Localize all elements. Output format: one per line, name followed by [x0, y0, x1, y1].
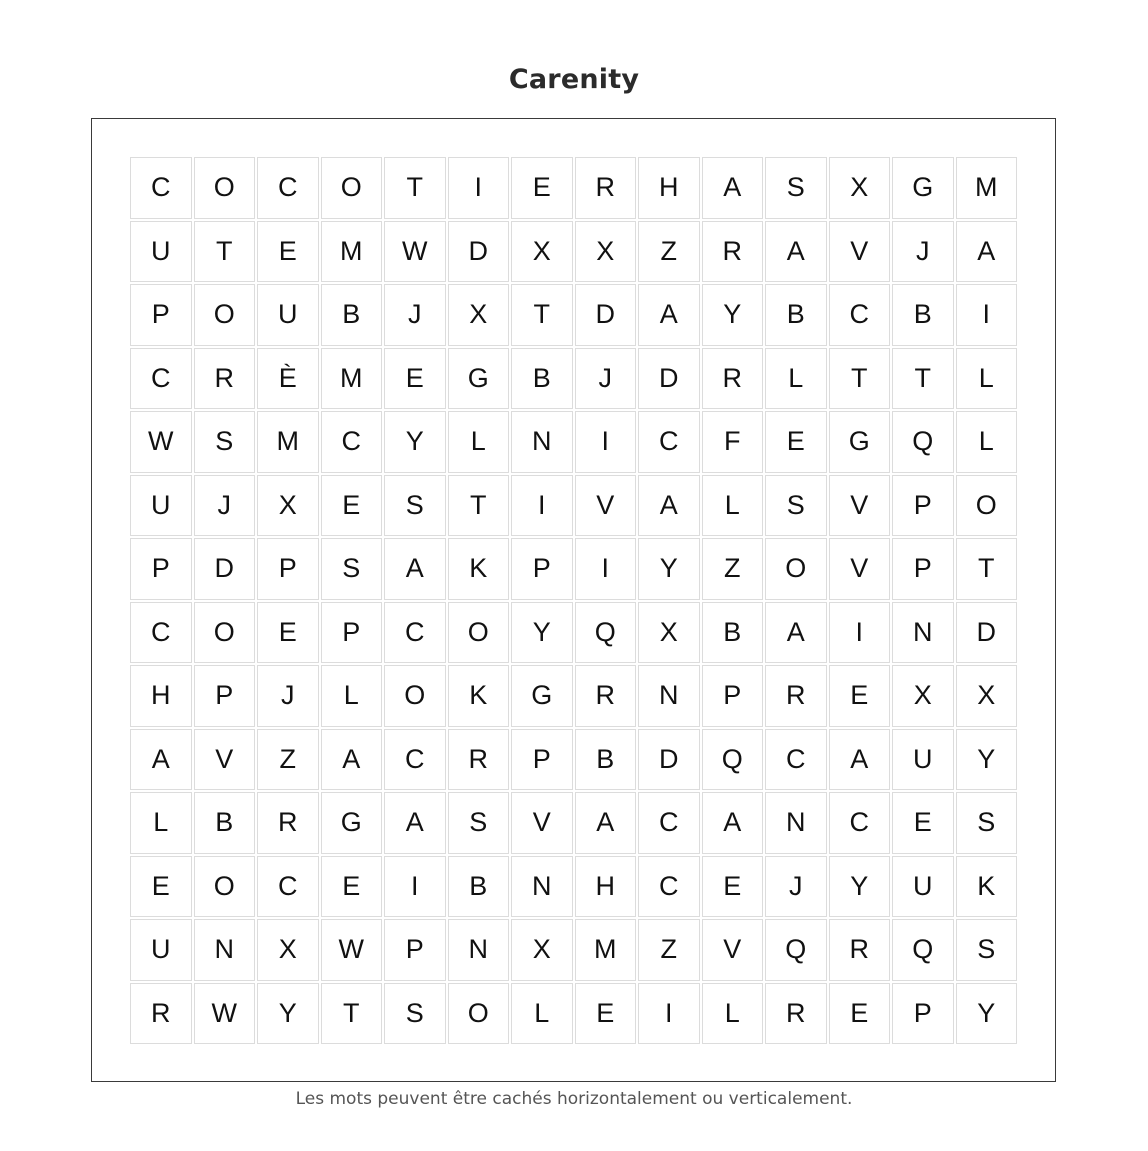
letter-cell[interactable]: H — [130, 665, 192, 727]
letter-cell[interactable]: B — [321, 284, 383, 346]
letter-cell[interactable]: J — [384, 284, 446, 346]
letter-cell[interactable]: R — [257, 792, 319, 854]
letter-cell[interactable]: X — [638, 602, 700, 664]
letter-cell[interactable]: E — [384, 348, 446, 410]
letter-cell[interactable]: V — [702, 919, 764, 981]
letter-cell[interactable]: S — [384, 475, 446, 537]
letter-cell[interactable]: G — [321, 792, 383, 854]
letter-cell[interactable]: C — [638, 411, 700, 473]
letter-cell[interactable]: O — [194, 157, 256, 219]
letter-cell[interactable]: S — [765, 475, 827, 537]
letter-cell[interactable]: V — [194, 729, 256, 791]
letter-cell[interactable]: V — [829, 538, 891, 600]
letter-cell[interactable]: C — [130, 157, 192, 219]
letter-cell[interactable]: Y — [956, 983, 1018, 1045]
letter-cell[interactable]: O — [321, 157, 383, 219]
letter-cell[interactable]: C — [257, 157, 319, 219]
letter-cell[interactable]: U — [892, 729, 954, 791]
letter-cell[interactable]: C — [638, 856, 700, 918]
letter-cell[interactable]: O — [765, 538, 827, 600]
letter-cell[interactable]: A — [575, 792, 637, 854]
letter-grid — [130, 157, 1017, 1044]
letter-cell[interactable]: T — [892, 348, 954, 410]
letter-cell[interactable]: N — [638, 665, 700, 727]
letter-cell[interactable]: N — [892, 602, 954, 664]
letter-cell[interactable]: U — [892, 856, 954, 918]
letter-cell[interactable]: R — [765, 665, 827, 727]
letter-cell[interactable]: N — [511, 856, 573, 918]
letter-cell[interactable]: E — [321, 475, 383, 537]
letter-cell[interactable]: C — [829, 792, 891, 854]
letter-cell[interactable]: Y — [829, 856, 891, 918]
letter-cell[interactable]: K — [956, 856, 1018, 918]
letter-cell[interactable]: A — [384, 538, 446, 600]
letter-cell[interactable]: C — [257, 856, 319, 918]
letter-cell[interactable]: O — [448, 983, 510, 1045]
letter-cell[interactable]: A — [765, 221, 827, 283]
letter-cell[interactable]: S — [448, 792, 510, 854]
letter-cell[interactable]: È — [257, 348, 319, 410]
letter-cell[interactable]: A — [638, 284, 700, 346]
letter-cell[interactable]: D — [575, 284, 637, 346]
letter-cell[interactable]: A — [384, 792, 446, 854]
letter-cell[interactable]: G — [511, 665, 573, 727]
letter-cell[interactable]: W — [321, 919, 383, 981]
letter-cell[interactable]: B — [194, 792, 256, 854]
letter-cell[interactable]: L — [448, 411, 510, 473]
letter-cell[interactable]: X — [257, 475, 319, 537]
letter-cell[interactable]: B — [575, 729, 637, 791]
letter-cell[interactable]: O — [384, 665, 446, 727]
letter-cell[interactable]: O — [194, 284, 256, 346]
letter-cell[interactable]: V — [575, 475, 637, 537]
letter-cell[interactable]: Q — [892, 411, 954, 473]
letter-cell[interactable]: B — [448, 856, 510, 918]
letter-cell[interactable]: C — [384, 602, 446, 664]
letter-cell[interactable]: B — [511, 348, 573, 410]
letter-cell[interactable]: P — [130, 538, 192, 600]
letter-cell[interactable]: W — [194, 983, 256, 1045]
letter-cell[interactable]: E — [575, 983, 637, 1045]
letter-cell[interactable]: E — [892, 792, 954, 854]
letter-cell[interactable]: P — [511, 729, 573, 791]
letter-cell[interactable]: R — [194, 348, 256, 410]
letter-cell[interactable]: P — [257, 538, 319, 600]
letter-cell[interactable]: Y — [511, 602, 573, 664]
letter-cell[interactable]: R — [130, 983, 192, 1045]
letter-cell[interactable]: L — [956, 348, 1018, 410]
letter-cell[interactable]: I — [448, 157, 510, 219]
letter-cell[interactable]: Y — [384, 411, 446, 473]
letter-cell[interactable]: P — [194, 665, 256, 727]
letter-cell[interactable]: N — [194, 919, 256, 981]
letter-cell[interactable]: U — [257, 284, 319, 346]
letter-cell[interactable]: L — [130, 792, 192, 854]
letter-cell[interactable]: A — [829, 729, 891, 791]
letter-cell[interactable]: R — [702, 221, 764, 283]
letter-cell[interactable]: T — [194, 221, 256, 283]
letter-cell[interactable]: Z — [638, 221, 700, 283]
letter-cell[interactable]: M — [956, 157, 1018, 219]
letter-cell[interactable]: T — [511, 284, 573, 346]
letter-cell[interactable]: W — [384, 221, 446, 283]
letter-cell[interactable]: G — [829, 411, 891, 473]
letter-cell[interactable]: R — [765, 983, 827, 1045]
letter-cell[interactable]: T — [384, 157, 446, 219]
instructions-text: Les mots peuvent être cachés horizontalement ou verticalement. — [295, 1089, 853, 1109]
letter-cell[interactable]: C — [321, 411, 383, 473]
letter-cell[interactable]: R — [575, 665, 637, 727]
letter-cell[interactable]: E — [829, 983, 891, 1045]
letter-cell[interactable]: L — [956, 411, 1018, 473]
letter-cell[interactable]: Q — [765, 919, 827, 981]
letter-cell[interactable]: Y — [956, 729, 1018, 791]
letter-cell[interactable]: V — [829, 475, 891, 537]
letter-cell[interactable]: A — [321, 729, 383, 791]
letter-cell[interactable]: E — [321, 856, 383, 918]
letter-cell[interactable]: X — [257, 919, 319, 981]
letter-cell[interactable]: I — [575, 411, 637, 473]
letter-cell[interactable]: S — [956, 792, 1018, 854]
letter-cell[interactable]: O — [956, 475, 1018, 537]
letter-cell[interactable]: J — [575, 348, 637, 410]
letter-cell[interactable]: N — [765, 792, 827, 854]
letter-cell[interactable]: A — [130, 729, 192, 791]
letter-cell[interactable]: K — [448, 665, 510, 727]
letter-cell[interactable]: F — [702, 411, 764, 473]
letter-cell[interactable]: E — [829, 665, 891, 727]
letter-cell[interactable]: X — [511, 919, 573, 981]
letter-cell[interactable]: C — [765, 729, 827, 791]
letter-cell[interactable]: D — [956, 602, 1018, 664]
letter-cell[interactable]: K — [448, 538, 510, 600]
letter-cell[interactable]: Y — [257, 983, 319, 1045]
letter-cell[interactable]: O — [448, 602, 510, 664]
letter-cell[interactable]: U — [130, 475, 192, 537]
letter-cell[interactable]: X — [892, 665, 954, 727]
letter-cell[interactable]: Q — [892, 919, 954, 981]
letter-cell[interactable]: A — [956, 221, 1018, 283]
letter-cell[interactable]: I — [956, 284, 1018, 346]
letter-cell[interactable]: V — [511, 792, 573, 854]
letter-cell[interactable]: I — [829, 602, 891, 664]
letter-cell[interactable]: S — [956, 919, 1018, 981]
letter-cell[interactable]: C — [829, 284, 891, 346]
letter-cell[interactable]: D — [448, 221, 510, 283]
letter-cell[interactable]: P — [892, 538, 954, 600]
letter-cell[interactable]: C — [130, 348, 192, 410]
letter-cell[interactable]: T — [956, 538, 1018, 600]
letter-cell[interactable]: E — [702, 856, 764, 918]
letter-cell[interactable]: P — [892, 475, 954, 537]
letter-cell[interactable]: B — [892, 284, 954, 346]
letter-cell[interactable]: O — [194, 856, 256, 918]
letter-cell[interactable]: S — [384, 983, 446, 1045]
letter-cell[interactable]: V — [829, 221, 891, 283]
letter-cell[interactable]: A — [765, 602, 827, 664]
letter-cell[interactable]: P — [130, 284, 192, 346]
letter-cell[interactable]: S — [194, 411, 256, 473]
letter-cell[interactable]: I — [575, 538, 637, 600]
letter-cell[interactable]: E — [130, 856, 192, 918]
letter-cell[interactable]: M — [257, 411, 319, 473]
letter-cell[interactable]: Y — [702, 284, 764, 346]
letter-cell[interactable]: E — [257, 221, 319, 283]
letter-cell[interactable]: E — [765, 411, 827, 473]
letter-cell[interactable]: X — [511, 221, 573, 283]
letter-cell[interactable]: R — [575, 157, 637, 219]
letter-cell[interactable]: Y — [638, 538, 700, 600]
letter-cell[interactable]: I — [384, 856, 446, 918]
letter-cell[interactable]: L — [511, 983, 573, 1045]
letter-cell[interactable]: D — [194, 538, 256, 600]
letter-cell[interactable]: J — [257, 665, 319, 727]
letter-cell[interactable]: Z — [638, 919, 700, 981]
letter-cell[interactable]: N — [448, 919, 510, 981]
letter-cell[interactable]: P — [384, 919, 446, 981]
letter-cell[interactable]: D — [638, 729, 700, 791]
letter-cell[interactable]: Z — [257, 729, 319, 791]
letter-cell[interactable]: O — [194, 602, 256, 664]
letter-cell[interactable]: T — [321, 983, 383, 1045]
letter-cell[interactable]: P — [892, 983, 954, 1045]
letter-cell[interactable]: B — [765, 284, 827, 346]
letter-cell[interactable]: H — [638, 157, 700, 219]
letter-cell[interactable]: T — [448, 475, 510, 537]
letter-cell[interactable]: T — [829, 348, 891, 410]
letter-cell[interactable]: W — [130, 411, 192, 473]
letter-cell[interactable]: J — [892, 221, 954, 283]
letter-cell[interactable]: L — [702, 475, 764, 537]
letter-cell[interactable]: M — [575, 919, 637, 981]
letter-cell[interactable]: A — [702, 792, 764, 854]
letter-cell[interactable]: P — [702, 665, 764, 727]
letter-cell[interactable]: X — [829, 157, 891, 219]
letter-cell[interactable]: R — [829, 919, 891, 981]
letter-cell[interactable]: N — [511, 411, 573, 473]
letter-cell[interactable]: U — [130, 919, 192, 981]
letter-cell[interactable]: J — [765, 856, 827, 918]
letter-cell[interactable]: U — [130, 221, 192, 283]
letter-cell[interactable]: A — [638, 475, 700, 537]
letter-cell[interactable]: A — [702, 157, 764, 219]
letter-cell[interactable]: G — [892, 157, 954, 219]
letter-cell[interactable]: L — [765, 348, 827, 410]
letter-cell[interactable]: X — [575, 221, 637, 283]
letter-cell[interactable]: G — [448, 348, 510, 410]
letter-cell[interactable]: E — [257, 602, 319, 664]
letter-cell[interactable]: L — [321, 665, 383, 727]
letter-cell[interactable]: M — [321, 221, 383, 283]
letter-cell[interactable]: I — [511, 475, 573, 537]
letter-cell[interactable]: R — [448, 729, 510, 791]
letter-cell[interactable]: M — [321, 348, 383, 410]
letter-cell[interactable]: X — [956, 665, 1018, 727]
letter-cell[interactable]: X — [448, 284, 510, 346]
letter-cell[interactable]: P — [511, 538, 573, 600]
letter-cell[interactable]: J — [194, 475, 256, 537]
letter-cell[interactable]: D — [638, 348, 700, 410]
letter-cell[interactable]: Q — [702, 729, 764, 791]
letter-cell[interactable]: C — [384, 729, 446, 791]
letter-cell[interactable]: C — [130, 602, 192, 664]
letter-cell[interactable]: P — [321, 602, 383, 664]
letter-cell[interactable]: Z — [702, 538, 764, 600]
letter-cell[interactable]: B — [702, 602, 764, 664]
letter-cell[interactable]: Q — [575, 602, 637, 664]
letter-cell[interactable]: R — [702, 348, 764, 410]
letter-cell[interactable]: H — [575, 856, 637, 918]
letter-cell[interactable]: L — [702, 983, 764, 1045]
letter-cell[interactable]: C — [638, 792, 700, 854]
puzzle-title: Carenity — [508, 64, 640, 95]
letter-cell[interactable]: I — [638, 983, 700, 1045]
letter-cell[interactable]: S — [765, 157, 827, 219]
letter-cell[interactable]: S — [321, 538, 383, 600]
letter-cell[interactable]: E — [511, 157, 573, 219]
